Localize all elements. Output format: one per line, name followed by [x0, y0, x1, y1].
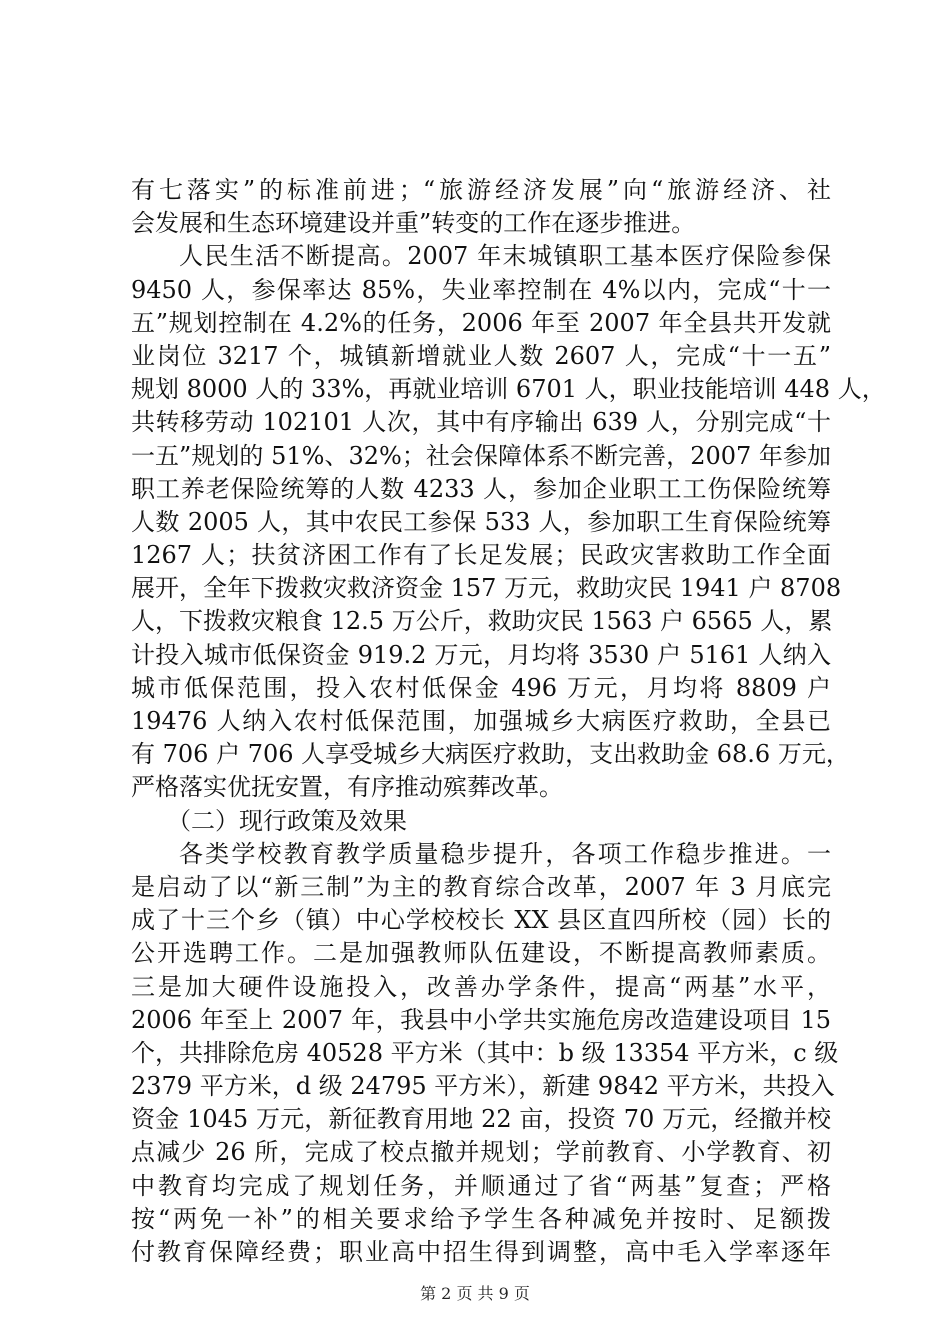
text-line: 2379 平方米，d 级 24795 平方米），新建 9842 平方米，共投入 — [131, 1072, 835, 1101]
text-line: 严格落实优抚安置，有序推动殡葬改革。 — [131, 773, 563, 802]
text-line: 计投入城市低保资金 919.2 万元，月均将 3530 户 5161 人纳入 — [131, 640, 831, 669]
text-line: 职工养老保险统筹的人数 4233 人，参加企业职工工伤保险统筹 — [131, 474, 831, 503]
text-line: 按“两免一补”的相关要求给予学生各种减免并按时、足额拨 — [131, 1204, 831, 1233]
text-line: 业岗位 3217 个，城镇新增就业人数 2607 人，完成“十一五” — [131, 341, 831, 370]
text-line: 展开，全年下拨救灾救济资金 157 万元，救助灾民 1941 户 8708 — [131, 574, 842, 603]
text-line: 1267 人；扶贫济困工作有了长足发展；民政灾害救助工作全面 — [131, 541, 831, 570]
text-line: 人，下拨救灾粮食 12.5 万公斤，救助灾民 1563 户 6565 人，累 — [131, 607, 833, 636]
text-line: 有七落实”的标准前进；“旅游经济发展”向“旅游经济、社 — [131, 176, 831, 204]
text-line: 成了十三个乡（镇）中心学校校长 XX 县区直四所校（园）长的 — [131, 906, 831, 935]
document-body — [131, 174, 886, 1269]
text-line: 一五”规划的 51%、32%；社会保障体系不断完善，2007 年参加 — [131, 441, 831, 470]
text-line: 2006 年至上 2007 年，我县中小学共实施危房改造建设项目 15 — [131, 1005, 831, 1034]
text-line: 点减少 26 所，完成了校点撤并规划；学前教育、小学教育、初 — [131, 1138, 831, 1167]
page-number-footer: 第 2 页 共 9 页 — [420, 1284, 530, 1303]
text-line: 人数 2005 人，其中农民工参保 533 人，参加职工生育保险统筹 — [131, 507, 831, 536]
text-line: 有 706 户 706 人享受城乡大病医疗救助，支出救助金 68.6 万元， — [131, 740, 850, 769]
text-line: 个，共排除危房 40528 平方米（其中：b 级 13354 平方米，c 级 — [131, 1038, 839, 1067]
text-line: 19476 人纳入农村低保范围，加强城乡大病医疗救助，全县已 — [131, 707, 831, 735]
text-line: 付教育保障经费；职业高中招生得到调整，高中毛入学率逐年 — [131, 1238, 831, 1266]
paragraph-start-line: 各类学校教育教学质量稳步提升，各项工作稳步推进。一 — [179, 839, 831, 868]
text-line: 中教育均完成了规划任务，并顺通过了省“两基”复查；严格 — [131, 1171, 831, 1200]
text-line: 共转移劳动 102101 人次，其中有序输出 639 人，分别完成“十 — [131, 408, 831, 437]
text-line: 五”规划控制在 4.2%的任务，2006 年至 2007 年全县共开发就 — [131, 308, 831, 337]
paragraph-start-line: 人民生活不断提高。2007 年末城镇职工基本医疗保险参保 — [179, 242, 831, 271]
text-line: 城市低保范围，投入农村低保金 496 万元，月均将 8809 户 — [131, 673, 831, 702]
text-line: 规划 8000 人的 33%，再就业培训 6701 人，职业技能培训 448 人， — [131, 375, 886, 404]
text-line: 公开选聘工作。二是加强教师队伍建设，不断提高教师素质。 — [131, 939, 831, 968]
section-heading: （二）现行政策及效果 — [167, 806, 407, 835]
text-line: 会发展和生态环境建设并重”转变的工作在逐步推进。 — [131, 209, 696, 238]
text-line: 9450 人，参保率达 85%，失业率控制在 4%以内，完成“十一 — [131, 275, 831, 304]
text-line: 三是加大硬件设施投入，改善办学条件，提高“两基”水平， — [131, 972, 831, 1001]
text-line: 资金 1045 万元，新征教育用地 22 亩，投资 70 万元，经撤并校 — [131, 1105, 831, 1134]
text-line: 是启动了以“新三制”为主的教育综合改革，2007 年 3 月底完 — [131, 872, 831, 901]
